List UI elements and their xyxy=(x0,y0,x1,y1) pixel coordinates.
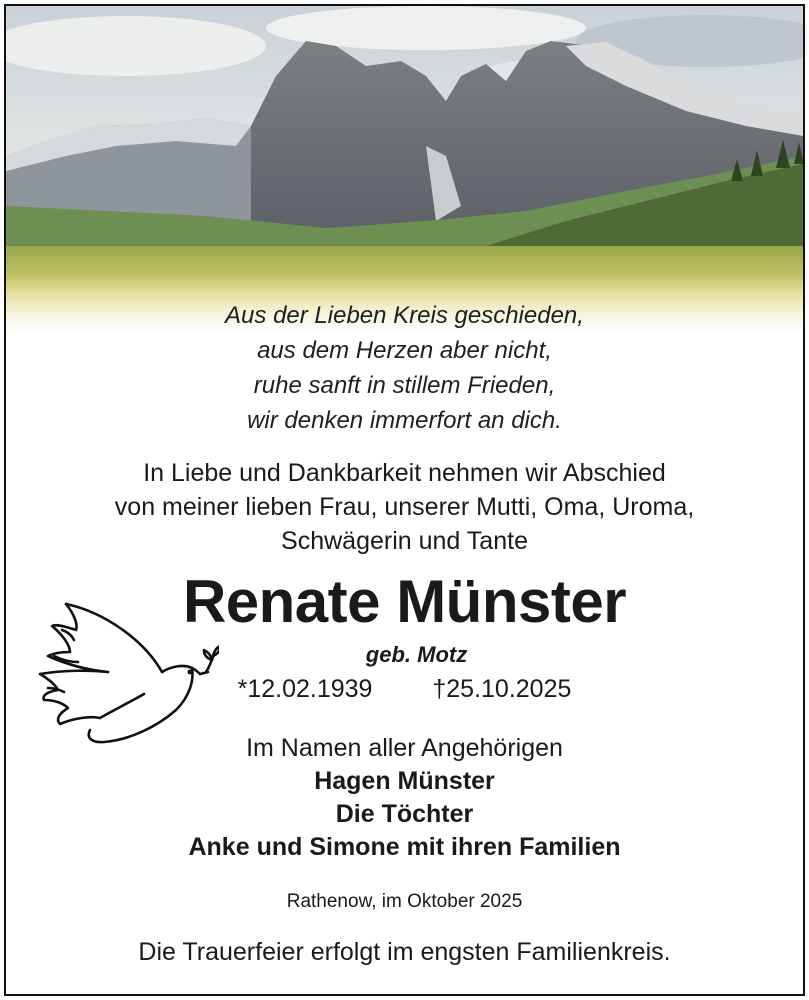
birth-name: geb. Motz xyxy=(365,642,468,667)
death-date: †25.10.2025 xyxy=(432,675,572,703)
birth-date: *12.02.1939 xyxy=(237,675,373,703)
intro-line: In Liebe und Dankbarkeit nehmen wir Abschied xyxy=(143,459,666,487)
place-and-date: Rathenow, im Oktober 2025 xyxy=(286,891,523,912)
poem-line: Aus der Lieben Kreis geschieden, xyxy=(225,302,584,329)
mountain-landscape-image xyxy=(6,6,803,336)
poem-line: aus dem Herzen aber nicht, xyxy=(257,337,552,364)
deceased-name: Renate Münster xyxy=(182,568,627,635)
poem-line: ruhe sanft in stillem Frieden, xyxy=(253,372,556,399)
memorial-poem xyxy=(6,298,803,438)
farewell-intro xyxy=(6,456,803,558)
poem-line: wir denken immerfort an dich. xyxy=(247,407,562,434)
obituary-card xyxy=(4,4,805,996)
intro-line: Schwägerin und Tante xyxy=(281,527,528,555)
funeral-note: Die Trauerfeier erfolgt im engsten Familienkreis. xyxy=(138,938,671,966)
signer-name: Die Töchter xyxy=(335,800,474,828)
signer-name: Hagen Münster xyxy=(314,767,495,795)
intro-line: von meiner lieben Frau, unserer Mutti, Oma, Uroma, xyxy=(114,493,695,521)
signers-block xyxy=(6,732,803,864)
life-dates xyxy=(6,672,803,706)
signers-intro: Im Namen aller Angehörigen xyxy=(246,734,563,762)
signer-name: Anke und Simone mit ihren Familien xyxy=(188,833,621,861)
